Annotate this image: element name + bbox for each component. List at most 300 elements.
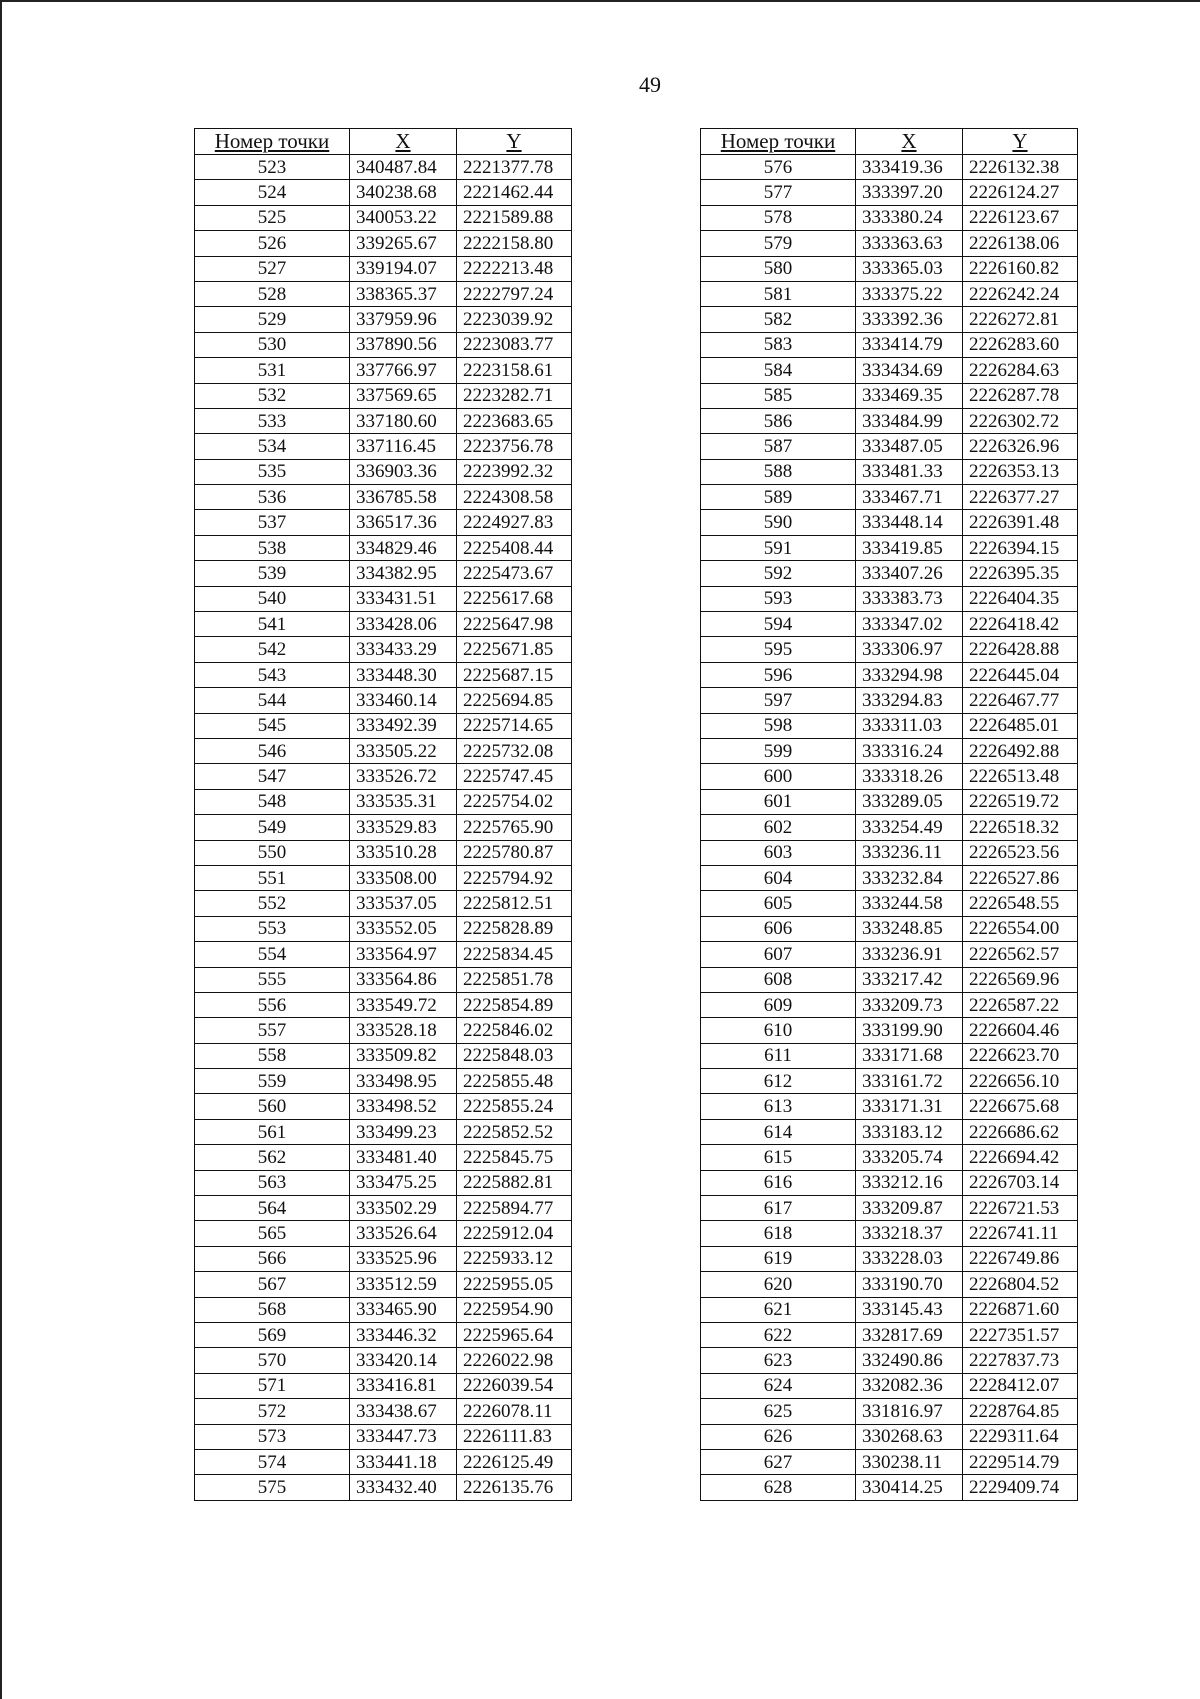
- x-cell: 333510.28: [350, 840, 457, 865]
- table-row: [195, 586, 572, 611]
- point-number-cell: 591: [701, 535, 856, 560]
- x-cell: 336903.36: [350, 459, 457, 484]
- y-cell: 2226804.52: [963, 1272, 1078, 1297]
- x-cell: 337959.96: [350, 307, 457, 332]
- point-number-cell: 525: [195, 205, 350, 230]
- point-number-cell: 593: [701, 586, 856, 611]
- point-number-cell: 614: [701, 1119, 856, 1144]
- y-cell: 2226135.76: [457, 1475, 572, 1500]
- y-cell: 2226272.81: [963, 307, 1078, 332]
- point-number-cell: 545: [195, 713, 350, 738]
- y-cell: 2225754.02: [457, 789, 572, 814]
- table-row: [701, 1449, 1078, 1474]
- x-cell: 338365.37: [350, 281, 457, 306]
- point-number-cell: 627: [701, 1449, 856, 1474]
- x-cell: 333447.73: [350, 1424, 457, 1449]
- x-cell: 334382.95: [350, 561, 457, 586]
- table-row: [701, 916, 1078, 941]
- x-cell: 333375.22: [856, 281, 963, 306]
- point-number-cell: 531: [195, 358, 350, 383]
- table-row: [701, 231, 1078, 256]
- table-row: [195, 1348, 572, 1373]
- y-cell: 2226125.49: [457, 1449, 572, 1474]
- table-row: [701, 713, 1078, 738]
- table-row: [701, 967, 1078, 992]
- y-cell: 2225732.08: [457, 738, 572, 763]
- point-number-cell: 553: [195, 916, 350, 941]
- table-row: [195, 992, 572, 1017]
- point-number-cell: 548: [195, 789, 350, 814]
- table-row: [701, 510, 1078, 535]
- y-cell: 2226721.53: [963, 1196, 1078, 1221]
- point-number-cell: 621: [701, 1297, 856, 1322]
- x-cell: 333419.36: [856, 155, 963, 180]
- table-row: [701, 155, 1078, 180]
- y-cell: 2225855.24: [457, 1094, 572, 1119]
- x-cell: 333549.72: [350, 992, 457, 1017]
- x-cell: 333145.43: [856, 1297, 963, 1322]
- x-cell: 333183.12: [856, 1119, 963, 1144]
- table-row: [195, 1272, 572, 1297]
- table-row: [195, 967, 572, 992]
- header-point-number: Номер точки: [195, 129, 350, 155]
- y-cell: 2226284.63: [963, 358, 1078, 383]
- x-cell: 333564.97: [350, 942, 457, 967]
- y-cell: 2225854.89: [457, 992, 572, 1017]
- y-cell: 2225834.45: [457, 942, 572, 967]
- x-cell: 332490.86: [856, 1348, 963, 1373]
- point-number-cell: 568: [195, 1297, 350, 1322]
- y-cell: 2226242.24: [963, 281, 1078, 306]
- x-cell: 333526.72: [350, 764, 457, 789]
- point-number-cell: 567: [195, 1272, 350, 1297]
- table-row: [701, 332, 1078, 357]
- x-cell: 339194.07: [350, 256, 457, 281]
- header-x: X: [350, 129, 457, 155]
- y-cell: 2225933.12: [457, 1246, 572, 1271]
- table-row: [195, 738, 572, 763]
- y-cell: 2226749.86: [963, 1246, 1078, 1271]
- table-row: [195, 1424, 572, 1449]
- table-row: [195, 1094, 572, 1119]
- y-cell: 2226111.83: [457, 1424, 572, 1449]
- x-cell: 333380.24: [856, 205, 963, 230]
- point-number-cell: 616: [701, 1170, 856, 1195]
- x-cell: 332817.69: [856, 1322, 963, 1347]
- table-row: [701, 1373, 1078, 1398]
- point-number-cell: 550: [195, 840, 350, 865]
- table-row: [701, 1246, 1078, 1271]
- point-number-cell: 590: [701, 510, 856, 535]
- point-number-cell: 577: [701, 180, 856, 205]
- y-cell: 2226694.42: [963, 1145, 1078, 1170]
- point-number-cell: 559: [195, 1069, 350, 1094]
- point-number-cell: 532: [195, 383, 350, 408]
- header-x: X: [856, 129, 963, 155]
- table-row: [195, 535, 572, 560]
- y-cell: 2225473.67: [457, 561, 572, 586]
- table-row: [701, 992, 1078, 1017]
- y-cell: 2226394.15: [963, 535, 1078, 560]
- table-row: [701, 1018, 1078, 1043]
- y-cell: 2226871.60: [963, 1297, 1078, 1322]
- x-cell: 333535.31: [350, 789, 457, 814]
- point-number-cell: 536: [195, 485, 350, 510]
- y-cell: 2225851.78: [457, 967, 572, 992]
- y-cell: 2226623.70: [963, 1043, 1078, 1068]
- table-row: [195, 1221, 572, 1246]
- point-number-cell: 557: [195, 1018, 350, 1043]
- table-row: [701, 1348, 1078, 1373]
- y-cell: 2223683.65: [457, 408, 572, 433]
- x-cell: 333512.59: [350, 1272, 457, 1297]
- x-cell: 333529.83: [350, 815, 457, 840]
- point-number-cell: 623: [701, 1348, 856, 1373]
- y-cell: 2225812.51: [457, 891, 572, 916]
- x-cell: 336517.36: [350, 510, 457, 535]
- y-cell: 2226523.56: [963, 840, 1078, 865]
- point-number-cell: 581: [701, 281, 856, 306]
- y-cell: 2225848.03: [457, 1043, 572, 1068]
- table-row: [701, 383, 1078, 408]
- table-row: [195, 1297, 572, 1322]
- x-cell: 333484.99: [856, 408, 963, 433]
- table-row: [195, 662, 572, 687]
- x-cell: 337890.56: [350, 332, 457, 357]
- point-number-cell: 554: [195, 942, 350, 967]
- y-cell: 2226485.01: [963, 713, 1078, 738]
- table-header-row: [195, 129, 572, 155]
- table-header-row: [701, 129, 1078, 155]
- x-cell: 333448.30: [350, 662, 457, 687]
- x-cell: 333505.22: [350, 738, 457, 763]
- point-number-cell: 558: [195, 1043, 350, 1068]
- y-cell: 2225647.98: [457, 612, 572, 637]
- x-cell: 337116.45: [350, 434, 457, 459]
- table-row: [701, 1119, 1078, 1144]
- y-cell: 2223083.77: [457, 332, 572, 357]
- table-row: [195, 358, 572, 383]
- y-cell: 2224308.58: [457, 485, 572, 510]
- x-cell: 333481.33: [856, 459, 963, 484]
- y-cell: 2221462.44: [457, 180, 572, 205]
- table-row: [195, 891, 572, 916]
- table-row: [195, 1373, 572, 1398]
- y-cell: 2226326.96: [963, 434, 1078, 459]
- y-cell: 2226039.54: [457, 1373, 572, 1398]
- point-number-cell: 601: [701, 789, 856, 814]
- table-row: [195, 383, 572, 408]
- table-row: [701, 612, 1078, 637]
- x-cell: 337180.60: [350, 408, 457, 433]
- table-row: [195, 205, 572, 230]
- y-cell: 2226513.48: [963, 764, 1078, 789]
- y-cell: 2226428.88: [963, 637, 1078, 662]
- table-row: [195, 561, 572, 586]
- x-cell: 333526.64: [350, 1221, 457, 1246]
- y-cell: 2223756.78: [457, 434, 572, 459]
- x-cell: 333502.29: [350, 1196, 457, 1221]
- y-cell: 2223158.61: [457, 358, 572, 383]
- page-border-left: [0, 0, 2, 1699]
- y-cell: 2221377.78: [457, 155, 572, 180]
- point-number-cell: 628: [701, 1475, 856, 1500]
- y-cell: 2225894.77: [457, 1196, 572, 1221]
- x-cell: 333383.73: [856, 586, 963, 611]
- table-row: [195, 408, 572, 433]
- table-row: [701, 408, 1078, 433]
- point-number-cell: 603: [701, 840, 856, 865]
- y-cell: 2225955.05: [457, 1272, 572, 1297]
- x-cell: 333509.82: [350, 1043, 457, 1068]
- y-cell: 2226656.10: [963, 1069, 1078, 1094]
- table-row: [195, 155, 572, 180]
- table-row: [701, 1297, 1078, 1322]
- y-cell: 2227837.73: [963, 1348, 1078, 1373]
- table-row: [195, 637, 572, 662]
- y-cell: 2226587.22: [963, 992, 1078, 1017]
- table-row: [195, 434, 572, 459]
- x-cell: 333499.23: [350, 1119, 457, 1144]
- x-cell: 333199.90: [856, 1018, 963, 1043]
- point-number-cell: 565: [195, 1221, 350, 1246]
- table-row: [701, 688, 1078, 713]
- point-number-cell: 551: [195, 865, 350, 890]
- coordinates-table-left: [194, 128, 572, 1501]
- table-body-left: [195, 155, 572, 1501]
- table-row: [701, 180, 1078, 205]
- point-number-cell: 541: [195, 612, 350, 637]
- y-cell: 2229514.79: [963, 1449, 1078, 1474]
- page-number: 49: [639, 72, 661, 97]
- table-row: [195, 332, 572, 357]
- point-number-cell: 540: [195, 586, 350, 611]
- point-number-cell: 582: [701, 307, 856, 332]
- point-number-cell: 527: [195, 256, 350, 281]
- y-cell: 2225965.64: [457, 1322, 572, 1347]
- point-number-cell: 528: [195, 281, 350, 306]
- y-cell: 2226377.27: [963, 485, 1078, 510]
- table-row: [701, 789, 1078, 814]
- point-number-cell: 598: [701, 713, 856, 738]
- x-cell: 333209.87: [856, 1196, 963, 1221]
- y-cell: 2226527.86: [963, 865, 1078, 890]
- table-row: [701, 891, 1078, 916]
- point-number-cell: 595: [701, 637, 856, 662]
- y-cell: 2225846.02: [457, 1018, 572, 1043]
- point-number-cell: 552: [195, 891, 350, 916]
- point-number-cell: 605: [701, 891, 856, 916]
- point-number-cell: 610: [701, 1018, 856, 1043]
- x-cell: 333446.32: [350, 1322, 457, 1347]
- x-cell: 333392.36: [856, 307, 963, 332]
- point-number-cell: 562: [195, 1145, 350, 1170]
- y-cell: 2226467.77: [963, 688, 1078, 713]
- point-number-cell: 571: [195, 1373, 350, 1398]
- x-cell: 333244.58: [856, 891, 963, 916]
- point-number-cell: 569: [195, 1322, 350, 1347]
- table-row: [701, 840, 1078, 865]
- header-y: Y: [457, 129, 572, 155]
- point-number-cell: 615: [701, 1145, 856, 1170]
- table-row: [701, 307, 1078, 332]
- y-cell: 2226519.72: [963, 789, 1078, 814]
- point-number-cell: 625: [701, 1399, 856, 1424]
- table-row: [701, 1322, 1078, 1347]
- y-cell: 2226703.14: [963, 1170, 1078, 1195]
- point-number-cell: 592: [701, 561, 856, 586]
- y-cell: 2225714.65: [457, 713, 572, 738]
- point-number-cell: 609: [701, 992, 856, 1017]
- point-number-cell: 560: [195, 1094, 350, 1119]
- point-number-cell: 566: [195, 1246, 350, 1271]
- table-row: [195, 281, 572, 306]
- x-cell: 340053.22: [350, 205, 457, 230]
- point-number-cell: 534: [195, 434, 350, 459]
- x-cell: 339265.67: [350, 231, 457, 256]
- x-cell: 333431.51: [350, 586, 457, 611]
- table-row: [701, 256, 1078, 281]
- y-cell: 2225694.85: [457, 688, 572, 713]
- x-cell: 333508.00: [350, 865, 457, 890]
- x-cell: 333209.73: [856, 992, 963, 1017]
- table-row: [195, 1043, 572, 1068]
- point-number-cell: 617: [701, 1196, 856, 1221]
- y-cell: 2225845.75: [457, 1145, 572, 1170]
- x-cell: 333475.25: [350, 1170, 457, 1195]
- table-row: [195, 1069, 572, 1094]
- point-number-cell: 626: [701, 1424, 856, 1449]
- y-cell: 2226391.48: [963, 510, 1078, 535]
- y-cell: 2225828.89: [457, 916, 572, 941]
- table-row: [195, 459, 572, 484]
- point-number-cell: 576: [701, 155, 856, 180]
- x-cell: 333434.69: [856, 358, 963, 383]
- table-row: [701, 1043, 1078, 1068]
- table-row: [701, 459, 1078, 484]
- y-cell: 2226554.00: [963, 916, 1078, 941]
- point-number-cell: 524: [195, 180, 350, 205]
- table-row: [195, 789, 572, 814]
- y-cell: 2226302.72: [963, 408, 1078, 433]
- x-cell: 333469.35: [856, 383, 963, 408]
- y-cell: 2225954.90: [457, 1297, 572, 1322]
- table-row: [701, 815, 1078, 840]
- table-row: [195, 180, 572, 205]
- y-cell: 2226124.27: [963, 180, 1078, 205]
- table-row: [195, 1018, 572, 1043]
- y-cell: 2228412.07: [963, 1373, 1078, 1398]
- table-row: [701, 1170, 1078, 1195]
- point-number-cell: 544: [195, 688, 350, 713]
- x-cell: 333161.72: [856, 1069, 963, 1094]
- point-number-cell: 618: [701, 1221, 856, 1246]
- x-cell: 333525.96: [350, 1246, 457, 1271]
- point-number-cell: 546: [195, 738, 350, 763]
- y-cell: 2225912.04: [457, 1221, 572, 1246]
- point-number-cell: 585: [701, 383, 856, 408]
- y-cell: 2226283.60: [963, 332, 1078, 357]
- header-point-number: Номер точки: [701, 129, 856, 155]
- table-row: [195, 840, 572, 865]
- x-cell: 333432.40: [350, 1475, 457, 1500]
- table-row: [701, 1069, 1078, 1094]
- x-cell: 333318.26: [856, 764, 963, 789]
- table-row: [701, 637, 1078, 662]
- y-cell: 2225747.45: [457, 764, 572, 789]
- point-number-cell: 597: [701, 688, 856, 713]
- table-row: [195, 865, 572, 890]
- x-cell: 333428.06: [350, 612, 457, 637]
- point-number-cell: 533: [195, 408, 350, 433]
- x-cell: 333228.03: [856, 1246, 963, 1271]
- y-cell: 2225852.52: [457, 1119, 572, 1144]
- point-number-cell: 537: [195, 510, 350, 535]
- x-cell: 337569.65: [350, 383, 457, 408]
- y-cell: 2225780.87: [457, 840, 572, 865]
- y-cell: 2227351.57: [963, 1322, 1078, 1347]
- point-number-cell: 547: [195, 764, 350, 789]
- y-cell: 2223039.92: [457, 307, 572, 332]
- x-cell: 333171.68: [856, 1043, 963, 1068]
- point-number-cell: 561: [195, 1119, 350, 1144]
- x-cell: 331816.97: [856, 1399, 963, 1424]
- x-cell: 333419.85: [856, 535, 963, 560]
- x-cell: 333363.63: [856, 231, 963, 256]
- x-cell: 333528.18: [350, 1018, 457, 1043]
- table-row: [701, 535, 1078, 560]
- table-row: [701, 1424, 1078, 1449]
- y-cell: 2222213.48: [457, 256, 572, 281]
- point-number-cell: 608: [701, 967, 856, 992]
- point-number-cell: 570: [195, 1348, 350, 1373]
- point-number-cell: 613: [701, 1094, 856, 1119]
- y-cell: 2226562.57: [963, 942, 1078, 967]
- x-cell: 333448.14: [856, 510, 963, 535]
- point-number-cell: 619: [701, 1246, 856, 1271]
- y-cell: 2222158.80: [457, 231, 572, 256]
- table-row: [195, 485, 572, 510]
- point-number-cell: 555: [195, 967, 350, 992]
- point-number-cell: 596: [701, 662, 856, 687]
- y-cell: 2225794.92: [457, 865, 572, 890]
- point-number-cell: 573: [195, 1424, 350, 1449]
- x-cell: 333311.03: [856, 713, 963, 738]
- table-row: [195, 942, 572, 967]
- x-cell: 333537.05: [350, 891, 457, 916]
- y-cell: 2225408.44: [457, 535, 572, 560]
- header-y: Y: [963, 129, 1078, 155]
- table-body-right: [701, 155, 1078, 1501]
- y-cell: 2226078.11: [457, 1399, 572, 1424]
- table-row: [701, 942, 1078, 967]
- table-row: [195, 231, 572, 256]
- table-row: [701, 1196, 1078, 1221]
- x-cell: 333481.40: [350, 1145, 457, 1170]
- x-cell: 333498.52: [350, 1094, 457, 1119]
- table-row: [195, 1322, 572, 1347]
- x-cell: 333465.90: [350, 1297, 457, 1322]
- x-cell: 333552.05: [350, 916, 457, 941]
- table-row: [701, 586, 1078, 611]
- point-number-cell: 575: [195, 1475, 350, 1500]
- y-cell: 2222797.24: [457, 281, 572, 306]
- point-number-cell: 589: [701, 485, 856, 510]
- table-row: [701, 1272, 1078, 1297]
- x-cell: 333460.14: [350, 688, 457, 713]
- x-cell: 333294.83: [856, 688, 963, 713]
- x-cell: 333347.02: [856, 612, 963, 637]
